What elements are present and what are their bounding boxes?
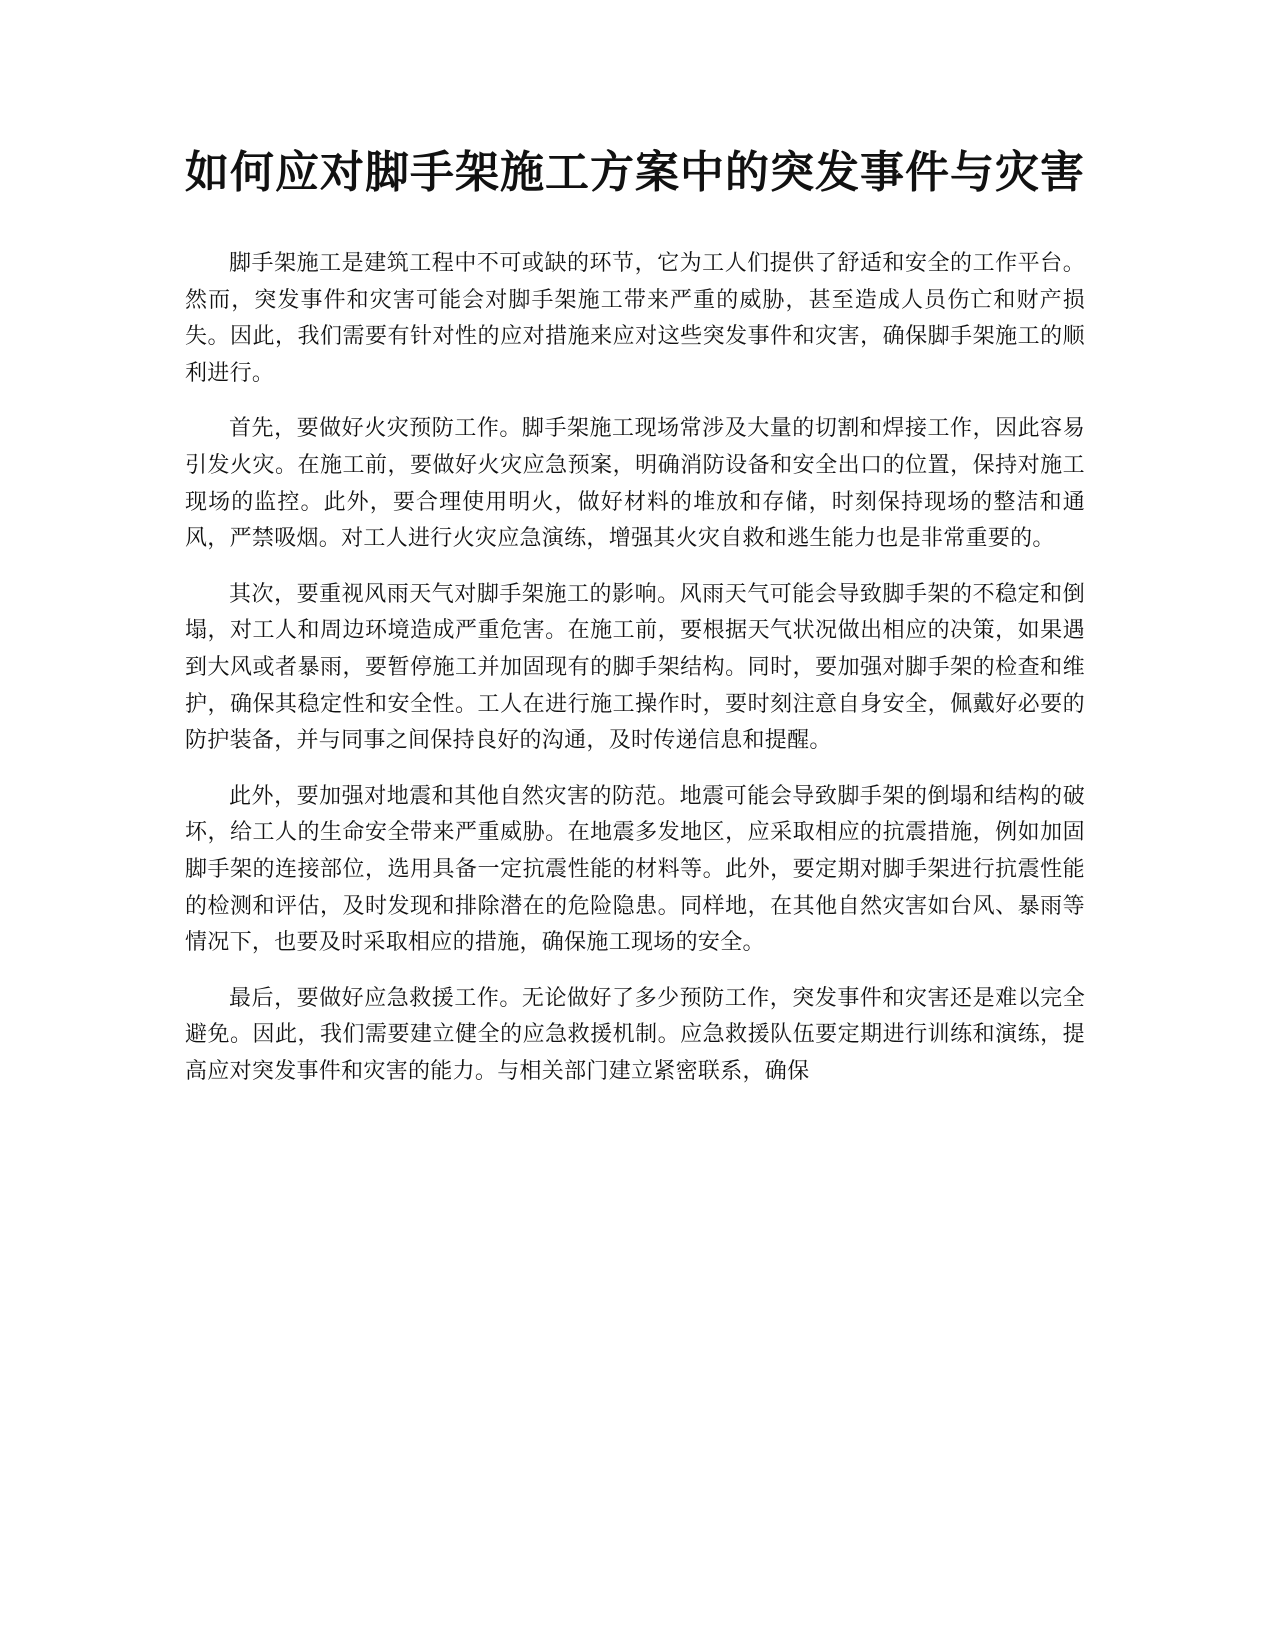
paragraph-fire-prevention: 首先，要做好火灾预防工作。脚手架施工现场常涉及大量的切割和焊接工作，因此容易引发火灾。在施工前，要做好火灾应急预案，明确消防设备和安全出口的位置，保持对施工现场的监控。此外，要合理使用明火，做好材料的堆放和存储，时刻保持现场的整洁和通风，严禁吸烟。对工人进行火灾应急演练，增强其火灾自救和逃生能力也是非常重要的。 bbox=[185, 416, 1085, 552]
document-body bbox=[185, 246, 1085, 1090]
document-title: 如何应对脚手架施工方案中的突发事件与灾害 bbox=[185, 147, 1085, 198]
paragraph-intro: 脚手架施工是建筑工程中不可或缺的环节，它为工人们提供了舒适和安全的工作平台。然而，突发事件和灾害可能会对脚手架施工带来严重的威胁，甚至造成人员伤亡和财产损失。因此，我们需要有针对性的应对措施来应对这些突发事件和灾害，确保脚手架施工的顺利进行。 bbox=[185, 251, 1085, 386]
paragraph-emergency-rescue: 最后，要做好应急救援工作。无论做好了多少预防工作，突发事件和灾害还是难以完全避免。因此，我们需要建立健全的应急救援机制。应急救援队伍要定期进行训练和演练，提高应对突发事件和灾害的能力。与相关部门建立紧密联系，确保 bbox=[185, 985, 1085, 1084]
paragraph-weather: 其次，要重视风雨天气对脚手架施工的影响。风雨天气可能会导致脚手架的不稳定和倒塌，对工人和周边环境造成严重危害。在施工前，要根据天气状况做出相应的决策，如果遇到大风或者暴雨，要暂停施工并加固现有的脚手架结构。同时，要加强对脚手架的检查和维护，确保其稳定性和安全性。工人在进行施工操作时，要时刻注意自身安全，佩戴好必要的防护装备，并与同事之间保持良好的沟通，及时传递信息和提醒。 bbox=[185, 581, 1085, 754]
document-page bbox=[185, 138, 1085, 1109]
paragraph-earthquake: 此外，要加强对地震和其他自然灾害的防范。地震可能会导致脚手架的倒塌和结构的破坏，给工人的生命安全带来严重威胁。在地震多发地区，应采取相应的抗震措施，例如加固脚手架的连接部位，选用具备一定抗震性能的材料等。此外，要定期对脚手架进行抗震性能的检测和评估，及时发现和排除潜在的危险隐患。同样地，在其他自然灾害如台风、暴雨等情况下，也要及时采取相应的措施，确保施工现场的安全。 bbox=[185, 783, 1085, 956]
